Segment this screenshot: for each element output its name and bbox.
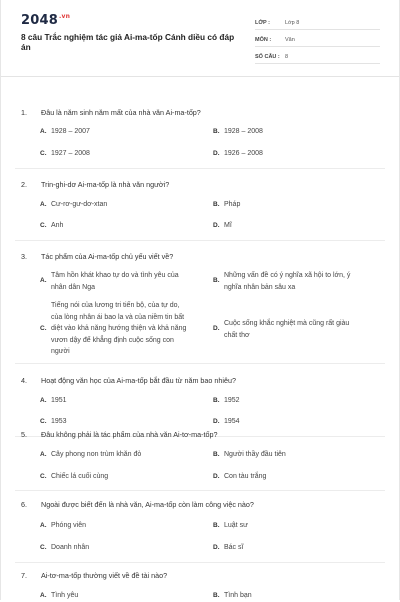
option-text: Chiếc lá cuối cùng: [51, 473, 109, 480]
option-text: Bác sĩ: [224, 544, 244, 551]
question-divider: [15, 562, 385, 563]
answer-option[interactable]: [40, 126, 90, 138]
option-text: Pháp: [224, 201, 241, 208]
option-letter: A.: [40, 277, 47, 284]
option-text: Cuộc sống khắc nghiệt mà cũng rất giàu chất thơ: [224, 320, 350, 339]
page-title: 8 câu Trắc nghiệm tác giả Ai-ma-tốp Cánh diều có đáp án: [21, 32, 235, 52]
option-letter: A.: [40, 592, 47, 599]
question-number: 3.: [21, 252, 27, 261]
answer-option[interactable]: [40, 471, 108, 483]
option-letter: D.: [213, 325, 220, 332]
question-text: [21, 108, 201, 117]
option-letter: B.: [213, 201, 220, 208]
meta-value: Lớp 8: [285, 20, 300, 26]
option-text: Tình bạn: [224, 592, 252, 599]
header-divider: [1, 76, 399, 77]
question-body: Đâu không phải là tác phẩm của nhà văn Ai-tơ-ma-tốp?: [41, 430, 218, 439]
option-text: Cư-rơ-gư-dơ-xtan: [51, 201, 108, 208]
option-letter: D.: [213, 473, 220, 480]
question-divider: [15, 240, 385, 241]
option-text: Doanh nhân: [51, 544, 90, 551]
option-letter: D.: [213, 222, 220, 229]
question-number: 6.: [21, 500, 27, 509]
question-text: [21, 376, 236, 385]
option-letter: B.: [213, 522, 220, 529]
option-letter: D.: [213, 544, 220, 551]
option-text: 1927 – 2008: [51, 150, 90, 157]
question-number: 4.: [21, 376, 27, 385]
answer-option[interactable]: [213, 270, 350, 293]
option-text: 1951: [51, 397, 67, 404]
option-text: Con tàu trắng: [224, 473, 267, 480]
option-letter: B.: [213, 451, 220, 458]
option-letter: A.: [40, 128, 47, 135]
option-text: Người thầy đầu tiên: [224, 451, 286, 458]
meta-key: SỐ CÂU :: [255, 54, 280, 60]
meta-value: Văn: [285, 37, 295, 43]
answer-option[interactable]: [40, 199, 107, 211]
answer-option[interactable]: [40, 148, 90, 160]
question-body: Trin-ghi-dơ Ai-ma-tốp là nhà văn người?: [41, 180, 170, 189]
question-number: 7.: [21, 571, 27, 580]
option-letter: A.: [40, 451, 47, 458]
option-letter: B.: [213, 592, 220, 599]
option-letter: A.: [40, 522, 47, 529]
logo-text: 2048: [21, 13, 58, 28]
option-text: 1954: [224, 418, 240, 425]
answer-option[interactable]: [213, 449, 286, 461]
question-divider: [15, 168, 385, 169]
option-letter: C.: [40, 325, 47, 332]
option-letter: C.: [40, 418, 47, 425]
option-letter: D.: [213, 150, 220, 157]
option-letter: A.: [40, 397, 47, 404]
option-text: Tâm hồn khát khao tự do và tình yêu của nhân dân Nga: [51, 272, 179, 291]
answer-option[interactable]: [213, 416, 240, 428]
option-text: Cây phong non trùm khăn đỏ: [51, 451, 142, 458]
meta-row-subject: [255, 30, 380, 47]
answer-option[interactable]: [40, 416, 67, 428]
question-number: 5.: [21, 430, 27, 439]
answer-option[interactable]: [40, 395, 67, 407]
question-body: Đâu là năm sinh năm mất của nhà văn Ai-ma-tốp?: [41, 108, 201, 117]
answer-option[interactable]: [40, 270, 179, 293]
option-text: 1926 – 2008: [224, 150, 263, 157]
option-text: Phóng viên: [51, 522, 87, 529]
logo-suffix: .vn: [58, 13, 71, 20]
question-divider: [15, 490, 385, 491]
question-text: [21, 500, 254, 509]
meta-row-count: [255, 47, 380, 64]
question-divider: [15, 363, 385, 364]
answer-option[interactable]: [213, 542, 243, 554]
question-text: [21, 430, 218, 439]
option-text: 1953: [51, 418, 67, 425]
site-logo[interactable]: [21, 13, 70, 28]
option-letter: B.: [213, 397, 220, 404]
question-body: Tác phẩm của Ai-ma-tốp chủ yếu viết về?: [41, 252, 174, 261]
option-text: Những vấn đề có ý nghĩa xã hội to lớn, ý nghĩa nhân bản sâu xa: [224, 272, 351, 291]
option-letter: B.: [213, 128, 220, 135]
option-letter: C.: [40, 544, 47, 551]
question-text: [21, 571, 167, 580]
option-text: Mĩ: [224, 222, 232, 229]
meta-value: 8: [285, 54, 289, 60]
meta-panel: [255, 13, 380, 64]
answer-option[interactable]: [213, 199, 240, 211]
answer-option[interactable]: [213, 318, 349, 341]
answer-option[interactable]: [40, 300, 186, 358]
option-letter: B.: [213, 277, 220, 284]
answer-option[interactable]: [213, 148, 263, 160]
option-text: 1952: [224, 397, 240, 404]
option-letter: C.: [40, 222, 47, 229]
option-text: 1928 – 2008: [224, 128, 263, 135]
option-text: Tình yêu: [51, 592, 79, 599]
meta-row-class: [255, 13, 380, 30]
option-text: 1928 – 2007: [51, 128, 90, 135]
answer-option[interactable]: [213, 471, 266, 483]
question-text: [21, 252, 173, 261]
answer-option[interactable]: [40, 449, 141, 461]
option-letter: D.: [213, 418, 220, 425]
option-text: Tiếng nói của lương tri tiến bộ, của tự do, của lòng nhân ái bao la và của niềm tin bất diệt vào khả năng hướng thiện và khả năng vươn dậy để khẳng định cuộc sống con người: [51, 302, 187, 355]
question-body: Ai-tơ-ma-tốp thường viết về đề tài nào?: [41, 571, 168, 580]
meta-key: MÔN :: [255, 37, 272, 43]
question-body: Ngoài được biết đến là nhà văn, Ai-ma-tốp còn làm công việc nào?: [41, 500, 254, 509]
meta-key: LỚP :: [255, 20, 270, 26]
question-text: [21, 180, 169, 189]
question-number: 1.: [21, 108, 27, 117]
question-number: 2.: [21, 180, 27, 189]
answer-option[interactable]: [213, 220, 232, 232]
answer-option[interactable]: [40, 220, 63, 232]
option-letter: C.: [40, 473, 47, 480]
answer-option[interactable]: [40, 520, 86, 532]
answer-option[interactable]: [213, 395, 240, 407]
option-text: Luật sư: [224, 522, 248, 529]
option-letter: C.: [40, 150, 47, 157]
option-letter: A.: [40, 201, 47, 208]
answer-option[interactable]: [40, 542, 89, 554]
answer-option[interactable]: [213, 126, 263, 138]
option-text: Anh: [51, 222, 64, 229]
question-body: Hoạt động văn học của Ai-ma-tốp bắt đầu từ năm bao nhiêu?: [41, 376, 237, 385]
answer-option[interactable]: [213, 520, 248, 532]
